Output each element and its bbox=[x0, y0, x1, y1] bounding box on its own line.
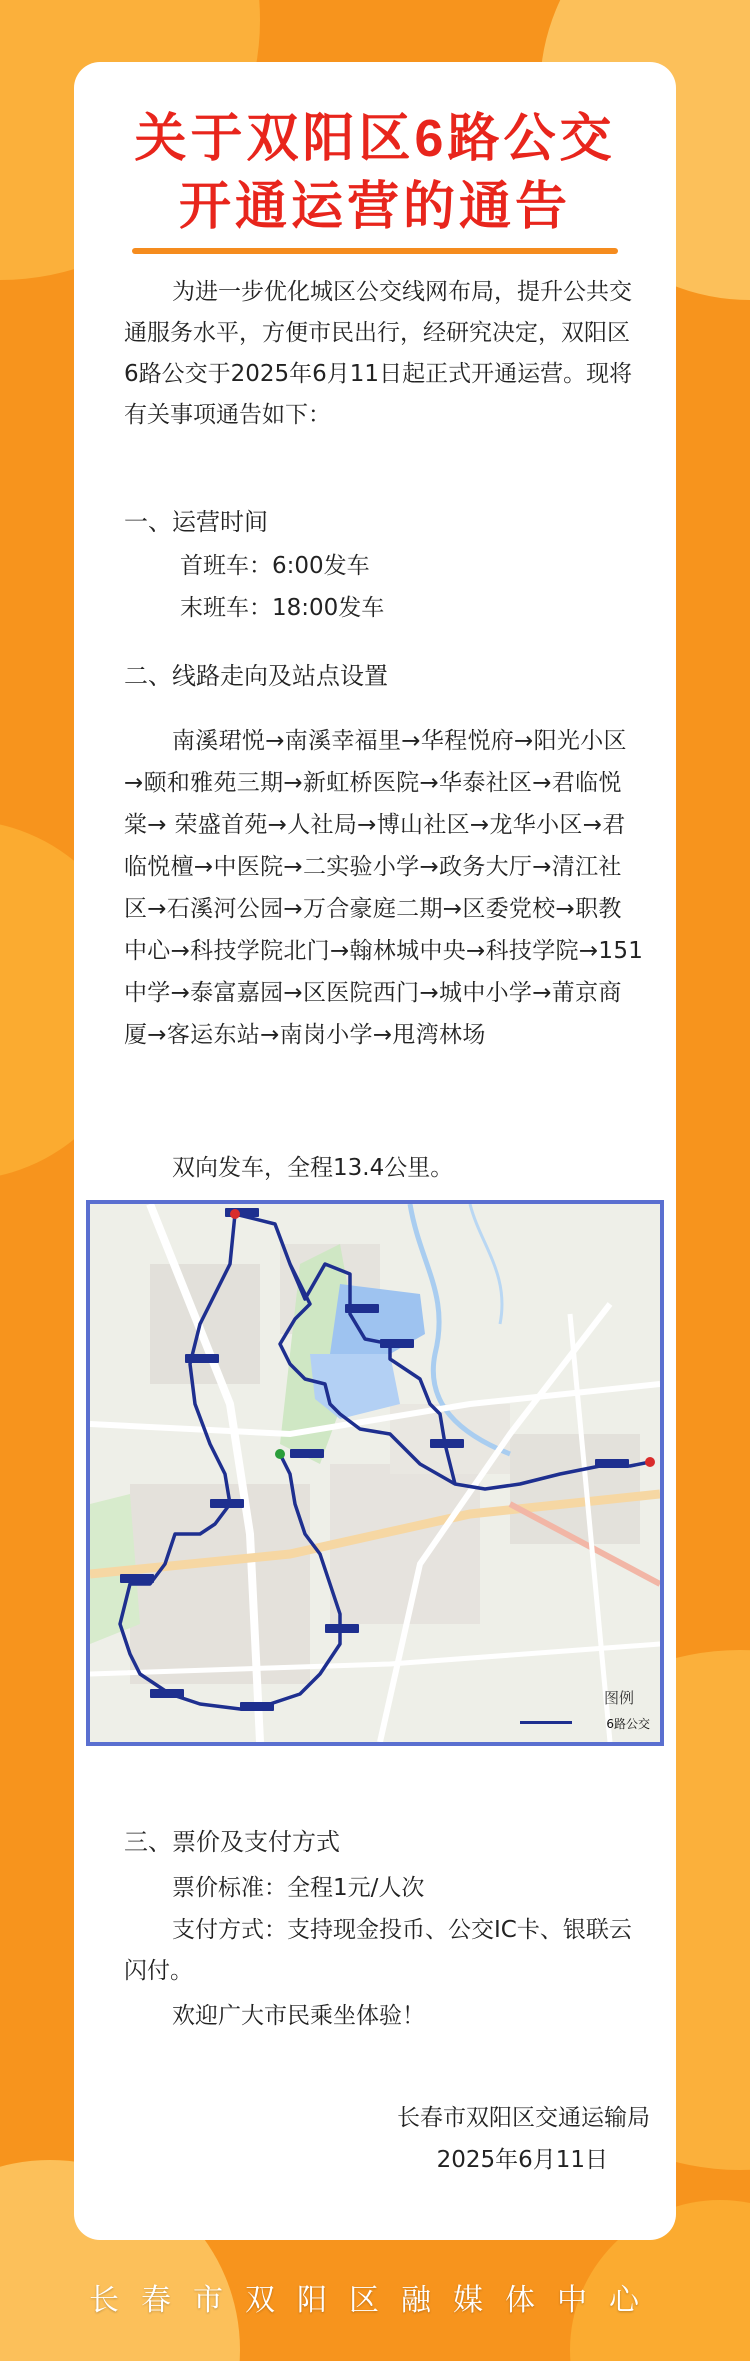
intro-paragraph: 为进一步优化城区公交线网布局，提升公共交通服务水平，方便市民出行，经研究决定，双阳区6路公交于2025年6月11日起正式开通运营。现将有关事项通告如下： bbox=[124, 279, 633, 428]
last-bus-time: 末班车：18:00发车 bbox=[180, 595, 385, 621]
first-bus-time: 首班车：6:00发车 bbox=[180, 553, 370, 579]
issue-date: 2025年6月11日 bbox=[436, 2147, 608, 2173]
section1-heading: 一、运营时间 bbox=[124, 508, 268, 536]
route-stops: 南溪珺悦→南溪幸福里→华程悦府→阳光小区→颐和雅苑三期→新虹桥医院→华泰社区→君临悦棠→ 荣盛首苑→人社局→博山社区→龙华小区→君临悦檀→中医院→二实验小学→政务大厅→清江社区→石溪河公园→万合豪庭二期→区委党校→职教中心→科技学院北门→翰林城中央→科技学院→151中学→泰富嘉园→区医院西门→城中小学→莆京商厦→客运东站→南岗小学→甩湾林场 bbox=[124, 728, 644, 1048]
issuer-org: 长春市双阳区交通运输局 bbox=[397, 2105, 650, 2131]
route-map-image bbox=[90, 1204, 660, 1742]
notice-title-line1: 关于双阳区6路公交 bbox=[134, 110, 616, 168]
route-summary: 双向发车，全程13.4公里。 bbox=[172, 1155, 454, 1181]
footer-media-center: 长春市双阳区融媒体中心 bbox=[89, 2284, 661, 2317]
section3-heading: 三、票价及支付方式 bbox=[124, 1828, 340, 1856]
notice-title-line2: 开通运营的通告 bbox=[178, 178, 571, 236]
route-map bbox=[86, 1200, 664, 1746]
footer-banner bbox=[0, 2262, 750, 2332]
notice-card bbox=[74, 62, 676, 2240]
section2-heading: 二、线路走向及站点设置 bbox=[124, 662, 388, 690]
map-legend-title: 图例 bbox=[603, 1689, 634, 1707]
map-legend-label: 6路公交 bbox=[606, 1717, 650, 1731]
map-legend-line bbox=[520, 1721, 572, 1724]
welcome-text: 欢迎广大市民乘坐体验！ bbox=[172, 2003, 425, 2029]
title-divider bbox=[132, 248, 618, 254]
fare-standard: 票价标准：全程1元/人次 bbox=[172, 1875, 425, 1901]
payment-methods: 支付方式：支持现金投币、公交IC卡、银联云闪付。 bbox=[124, 1917, 632, 1984]
